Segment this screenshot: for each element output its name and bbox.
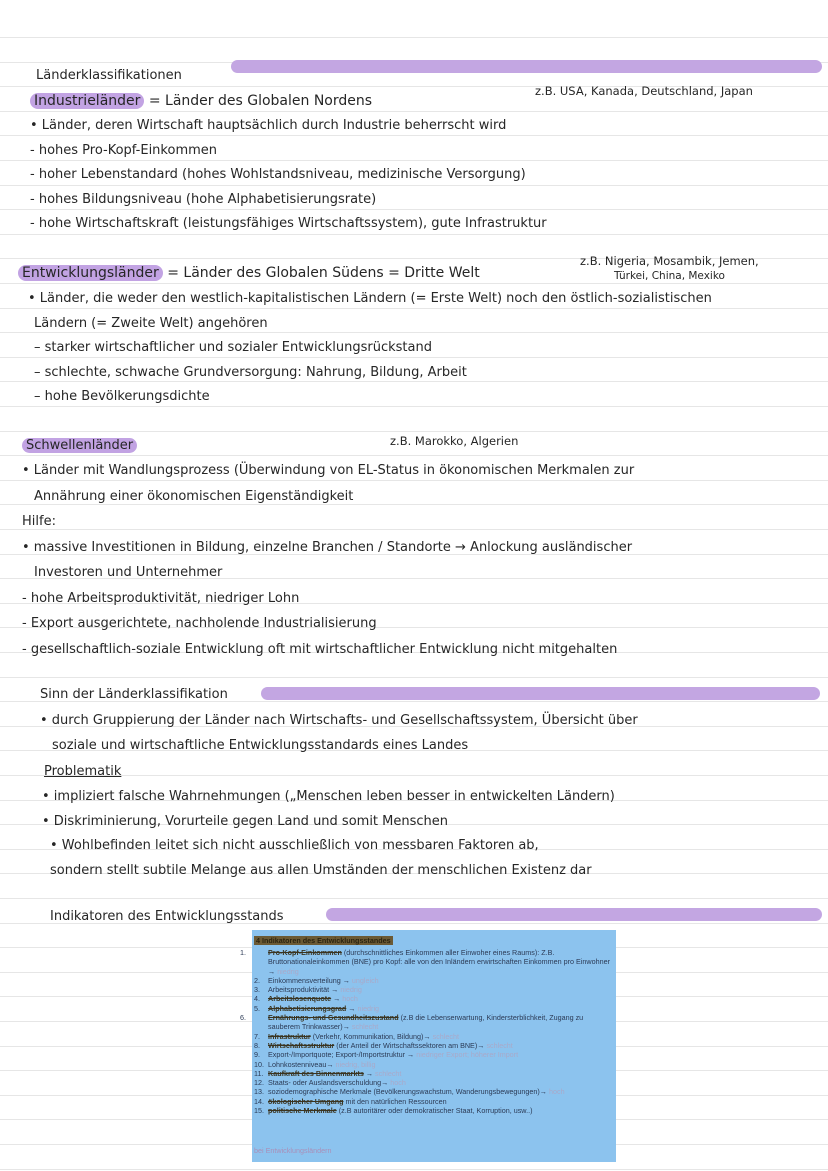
indicator-key: politische Merkmale [268,1106,337,1116]
indicator-item [254,1050,610,1059]
indicator-text: (Verkehr, Kommunikation, Bildung)→ [312,1031,431,1041]
indicator-key: Kaufkraft des Binnenmarkts [268,1068,364,1078]
ruled-line [0,480,828,481]
indicator-item [240,1013,610,1032]
note-line: Investoren und Unternehmer [34,565,223,580]
indicator-key: Alphabetisierungsgrad [268,1003,347,1013]
heading-industrie-label: Industrieländer [30,93,144,109]
indicator-number: 8. [254,1040,260,1050]
indicator-key: Pro-Kopf-Einkommen [268,948,342,957]
indicator-item [254,1032,610,1041]
indicator-text: Einkommensverteilung → [268,975,350,985]
note-line: • Länder, die weder den westlich-kapitalistischen Ländern (= Erste Welt) noch den östlich-sozialistischen [28,291,712,306]
indicator-number: 15. [254,1106,264,1116]
indicator-value: schlecht [375,1068,402,1078]
note-line: soziale und wirtschaftliche Entwicklungsstandards eines Landes [52,737,469,753]
indicator-text: (der Anteil der Wirtschaftssektoren am BNE)→ [336,1040,485,1050]
indicator-value: niedrig [277,966,299,976]
heading-industrie [30,92,372,110]
note-line: Hilfe: [22,514,56,529]
note-line: – schlechte, schwache Grundversorgung: Nahrung, Bildung, Arbeit [34,364,467,380]
indicator-text: Arbeitsproduktivität → [268,985,339,995]
ruled-line [0,111,828,112]
ruled-line [0,308,828,309]
indicator-value: schlecht [432,1031,459,1041]
examples: z.B. USA, Kanada, Deutschland, Japan [535,84,753,98]
definition: = Länder des Globalen Nordens [148,93,373,109]
ruled-line [0,1169,828,1170]
ruled-line [0,185,828,186]
note-line: • Länder mit Wandlungsprozess (Überwindung von EL-Status in ökonomischen Merkmalen zur [22,463,635,478]
ruled-line [0,455,828,456]
heading-entwicklung-label: Entwicklungsländer [18,265,163,281]
indicator-number: 4. [254,994,260,1004]
indicator-key: Wirtschaftsstruktur [268,1040,335,1050]
indicator-number: 1. [240,948,246,957]
ruled-line [0,677,828,678]
note-line: - hohes Pro-Kopf-Einkommen [30,142,218,158]
indicator-key: Infrastruktur [268,1031,311,1041]
indicator-text: → [365,1068,374,1078]
indicator-number: 5. [254,1003,260,1013]
indicator-number: 10. [254,1059,264,1069]
heading-problematik: Problematik [44,764,122,779]
indicator-value: schlecht [486,1040,513,1050]
indicator-item [254,1041,610,1050]
purple-divider [231,60,822,73]
indicator-item [254,1078,610,1087]
note-line: • Länder, deren Wirtschaft hauptsächlich durch Industrie beherrscht wird [30,118,507,133]
indicator-text: Export-/Importquote; Export-/Importstruktur → [268,1050,415,1060]
note-line: • massive Investitionen in Bildung, einzelne Branchen / Standorte → Anlockung ausländischer [22,539,633,555]
indicator-value: schlecht [351,1022,379,1032]
indicator-value: niedrig [357,1003,380,1013]
note-line: - hoher Lebenstandard (hohes Wohlstandsniveau, medizinische Versorgung) [30,167,526,183]
examples: Türkei, China, Mexiko [614,270,725,282]
indicator-text: Lohnkostenniveau→ [268,1059,334,1069]
indicator-item [254,1106,610,1115]
note-line: - Export ausgerichtete, nachholende Industrialisierung [22,616,377,631]
heading-entwicklung [18,264,480,282]
indicator-key: Ernährungs- und Gesundheitszustand [268,1013,399,1023]
note-line: • durch Gruppierung der Länder nach Wirtschafts- und Gesellschaftssystem, Übersicht über [40,713,638,728]
ruled-line [0,135,828,136]
indicator-text: → [348,1003,356,1013]
heading-indikatoren: Indikatoren des Entwicklungsstands [50,909,284,924]
indicator-text: mit den natürlichen Ressourcen [345,1096,447,1106]
indicator-number: 13. [254,1087,264,1097]
examples: z.B. Marokko, Algerien [390,434,519,448]
definition: = Länder des Globalen Südens = Dritte Welt [167,265,480,281]
heading-sinn: Sinn der Länderklassifikation [40,687,228,702]
indicator-text: (z.B die Lebenserwartung, Kindersterblichkeit, Zugang zu sauberem Trinkwasser)→ [268,1013,584,1032]
ruled-line [0,775,828,776]
note-line: - gesellschaftlich-soziale Entwicklung oft mit wirtschaftlicher Entwicklung nicht mitgehalten [22,641,618,657]
note-line: • Wohlbefinden leitet sich nicht ausschließlich von messbaren Faktoren ab, [50,838,539,854]
indicator-text: soziodemographische Merkmale (Bevölkerungswachstum, Wanderungsbewegungen)→ [268,1087,547,1097]
indicator-number: 3. [254,985,260,995]
ruled-line [0,209,828,210]
indicator-number: 14. [254,1096,264,1106]
heading-schwellen-label: Schwellenländer [22,438,137,453]
note-line: • Diskriminierung, Vorurteile gegen Land und somit Menschen [42,813,449,829]
indicator-value: hoch [390,1078,406,1088]
indicator-number: 9. [254,1050,260,1060]
indicator-key: ökologischer Umgang [268,1096,344,1106]
ruled-line [0,234,828,235]
indicator-item [254,1004,610,1013]
indicator-text: Staats- oder Auslandsverschuldung→ [268,1078,389,1088]
indicator-item [254,1097,610,1106]
image-title: 4 Indikatoren des Entwicklungsstandes [256,936,391,945]
ruled-line [0,898,828,899]
indicator-number: 6. [240,1013,246,1023]
note-line: – hohe Bevölkerungsdichte [34,389,210,405]
indicator-value: niedriger Export; höherer Import [416,1050,519,1060]
indicator-item [254,1069,610,1078]
indicator-value: niedrig [340,985,362,995]
indicator-list [240,948,610,1116]
indicator-item [254,1087,610,1096]
examples: z.B. Nigeria, Mosambik, Jemen, [580,254,759,268]
ruled-line [0,37,828,38]
indicator-text: (durchschnittliches Einkommen aller Einwoher eines Raums): Z.B. Bruttonationaleinkommen (BNE) pro Kopf: alle von den Inländern erwirtschaften Einkommen pro Einwohner → [268,948,610,976]
note-line: Ländern (= Zweite Welt) angehören [34,315,268,331]
indicator-item [240,948,610,976]
ruled-line [0,160,828,161]
note-line: - hohe Wirtschaftskraft (leistungsfähiges Wirtschaftssystem), gute Infrastruktur [30,216,547,232]
indicator-number: 11. [254,1068,264,1078]
ruled-line [0,529,828,530]
note-line: Annährung einer ökonomischen Eigenständigkeit [34,488,354,504]
purple-divider [326,908,822,921]
note-line: • impliziert falsche Wahrnehmungen („Menschen leben besser in entwickelten Ländern) [42,789,615,804]
indicator-item [254,1060,610,1069]
indicators-image [240,930,616,1162]
title: Länderklassifikationen [36,68,182,83]
note-line: - hohes Bildungsniveau (hohe Alphabetisierungsrate) [30,191,377,207]
indicator-text: → [333,994,341,1004]
indicator-value: hoch [549,1087,565,1097]
indicator-value: hoch [342,994,358,1004]
image-footer: bei Entwicklungsländern [254,1146,332,1155]
indicator-item [254,994,610,1003]
heading-schwellen [22,437,137,455]
indicator-number: 2. [254,975,260,985]
indicator-number: 12. [254,1078,264,1088]
note-line: – starker wirtschaftlicher und sozialer Entwicklungsrückstand [34,340,432,356]
note-line: sondern stellt subtile Melange aus allen Umständen der menschlichen Existenz dar [50,862,592,878]
indicator-item [254,985,610,994]
indicator-key: Arbeitslosenquote [268,994,332,1004]
purple-divider [261,687,820,700]
indicator-text: (z.B autoritärer oder demokratischer Staat, Korruption, usw..) [338,1106,533,1116]
indicator-value: niedrig, billig [335,1059,376,1069]
note-line: - hohe Arbeitsproduktivität, niedriger Lohn [22,590,300,606]
indicator-value: ungleich [351,975,379,985]
indicator-number: 7. [254,1031,260,1041]
indicator-item [254,976,610,985]
